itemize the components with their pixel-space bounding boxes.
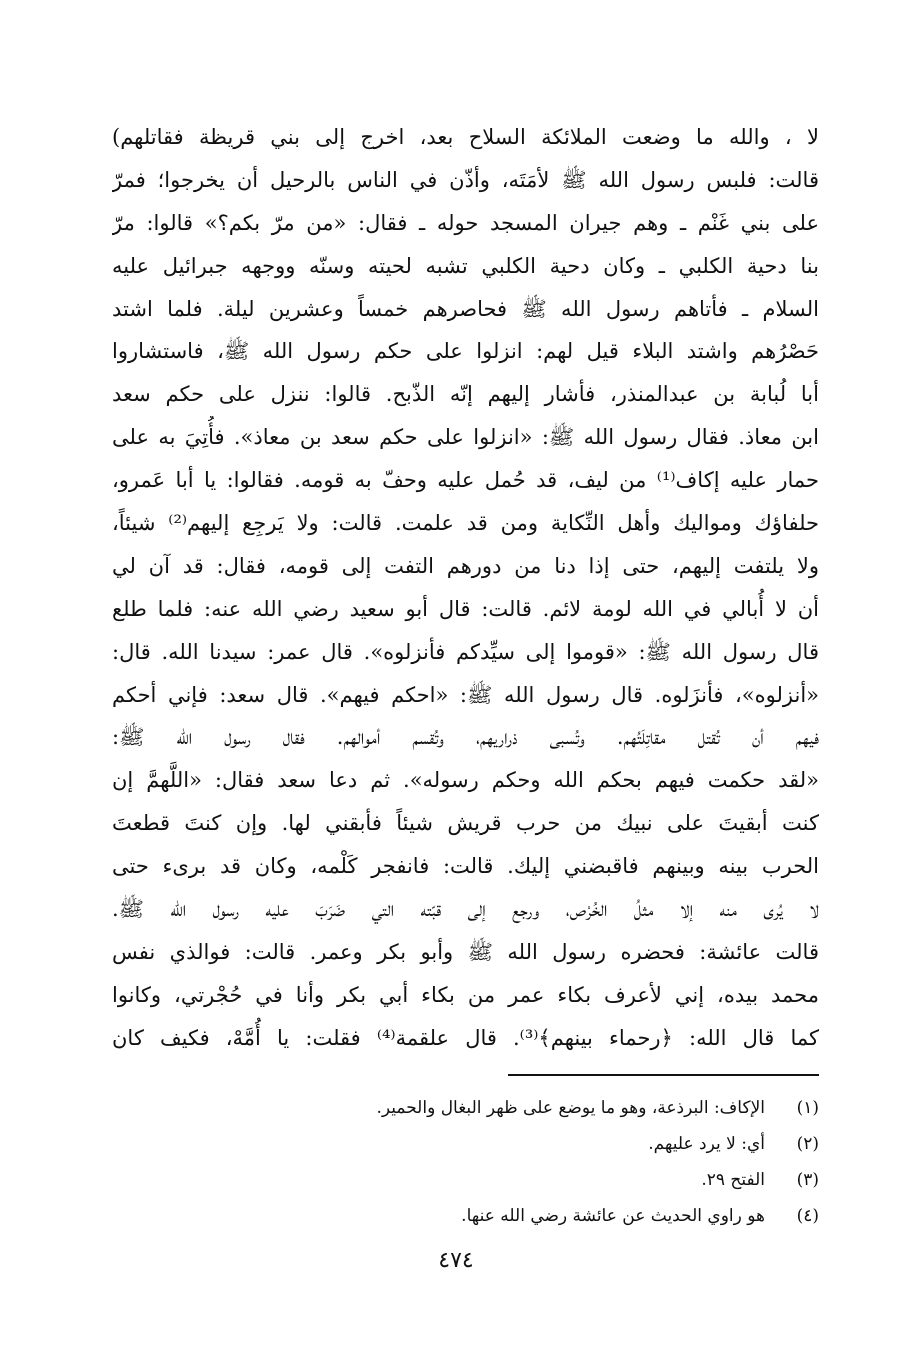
footnote-text: أي: لا يرد عليهم. — [648, 1134, 765, 1154]
text-line-20: قالت عائشة: فحضره رسول الله ﷺ وأبو بكر وعمر. قالت: فوالذي نفس — [112, 939, 819, 964]
footnotes — [112, 1090, 819, 1234]
text-line-6: حَصْرُهم واشتد البلاء قيل لهم: انزلوا على حكم رسول الله ﷺ، فاستشاروا — [112, 339, 819, 364]
text-line-13: قال رسول الله ﷺ: «قوموا إلى سيِّدكم فأنزلوه». قال عمر: سيدنا الله. قال: — [112, 639, 819, 664]
text-line-16: «لقد حكمت فيهم بحكم الله وحكم رسوله». ثم دعا سعد فقال: «اللَّهمَّ إن — [112, 768, 819, 793]
footnote-3 — [112, 1162, 819, 1198]
text-line-15: فيهم أن تُقتل مقاتِلَتُهم. وتُسبى ذراريهم، وتُقسم أموالهم. فقال رسول الله ﷺ: — [112, 725, 819, 750]
text-line-1: لا ، والله ما وضعت الملائكة السلاح بعد، اخرج إلى بني قريظة فقاتلهم) — [112, 125, 819, 149]
footnote-2 — [112, 1126, 819, 1162]
footnote-text: هو راوي الحديث عن عائشة رضي الله عنها. — [461, 1206, 765, 1226]
text-line-22: كما قال الله: ﴿رحماء بينهم﴾⁽³⁾. قال علقمة⁽⁴⁾ فقلت: يا أُمَّهْ، فكيف كان — [112, 1025, 819, 1050]
text-line-3: على بني غَنْم ـ وهم جيران المسجد حوله ـ فقال: «من مرّ بكم؟» قالوا: مرّ — [112, 210, 819, 235]
footnote-1 — [112, 1090, 819, 1126]
text-line-9: حمار عليه إكاف⁽¹⁾ من ليف، قد حُمل عليه وحفّ به قومه. فقالوا: يا أبا عَمرو، — [112, 468, 819, 493]
text-line-17: كنت أبقيتَ على نبيك من حرب قريش شيئاً فأبقني لها. وإن كنتَ قطعتَ — [112, 811, 819, 836]
footnote-4 — [112, 1198, 819, 1234]
text-line-19: لا يُرى منه إلا مثلُ الخُرْص، ورجع إلى قبّته التي ضَرَبَ عليه رسول الله ﷺ. — [112, 897, 819, 922]
text-line-4: بنا دحية الكلبي ـ وكان دحية الكلبي تشبه لحيته وسنّه ووجهه جبرائيل عليه — [112, 253, 819, 278]
text-line-12: أن لا أُبالي في الله لومة لائم. قالت: قال أبو سعيد رضي الله عنه: فلما طلع — [112, 596, 819, 621]
text-line-8: ابن معاذ. فقال رسول الله ﷺ: «انزلوا على حكم سعد بن معاذ». فأُتِيَ به على — [112, 425, 819, 450]
footnote-text: الفتح ٢٩. — [701, 1170, 765, 1190]
text-line-10: حلفاؤك ومواليك وأهل النِّكاية ومن قد علمت. قالت: ولا يَرجِع إليهم⁽²⁾ شيئاً، — [112, 511, 819, 536]
text-line-14: «أنزلوه»، فأنزَلوه. قال رسول الله ﷺ: «احكم فيهم». قال سعد: فإني أحكم — [112, 682, 819, 707]
text-line-18: الحرب بينه وبينهم فاقبضني إليك. قالت: فانفجر كَلْمه، وكان قد برىء حتى — [112, 854, 819, 879]
footnote-number: (٣) — [796, 1170, 819, 1190]
text-line-2: قالت: فلبس رسول الله ﷺ لأمَتَه، وأذّن في الناس بالرحيل أن يخرجوا؛ فمرّ — [112, 167, 819, 192]
text-line-11: ولا يلتفت إليهم، حتى إذا دنا من دورهم التفت إلى قومه، فقال: قد آن لي — [112, 553, 819, 578]
footnote-number: (٤) — [796, 1206, 819, 1226]
footnote-text: الإكاف: البرذعة، وهو ما يوضع على ظهر البغال والحمير. — [376, 1098, 765, 1118]
text-line-7: أبا لُبابة بن عبدالمنذر، فأشار إليهم إنّه الذّبح. قالوا: ننزل على حكم سعد — [112, 382, 819, 407]
footnote-number: (١) — [796, 1098, 819, 1118]
text-line-21: محمد بيده، إني لأعرف بكاء عمر من بكاء أبي بكر وأنا في حُجْرتي، وكانوا — [112, 982, 819, 1007]
page-number: ٤٧٤ — [438, 1248, 474, 1273]
footnote-separator — [508, 1074, 819, 1076]
footnote-number: (٢) — [796, 1134, 819, 1154]
text-line-5: السلام ـ فأتاهم رسول الله ﷺ فحاصرهم خمساً وعشرين ليلة. فلما اشتد — [112, 296, 819, 321]
main-text — [112, 116, 819, 1060]
